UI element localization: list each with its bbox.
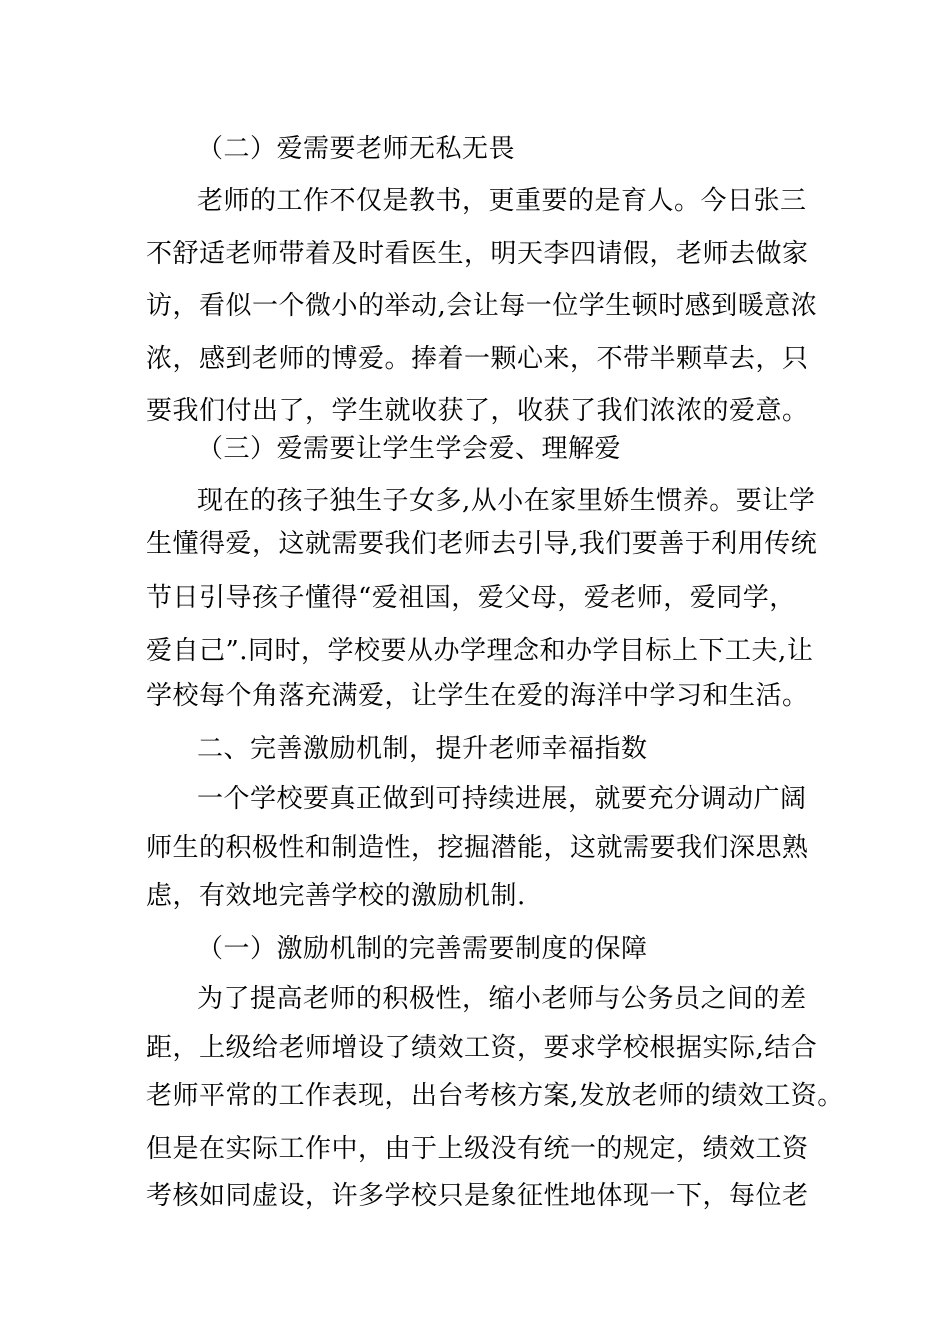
paragraph-line: 虑，有效地完善学校的激励机制. [146, 881, 526, 911]
section-heading-2: 二、完善激励机制，提升老师幸福指数 [197, 734, 648, 764]
paragraph-line: 师生的积极性和制造性，挖掘潜能，这就需要我们深思熟 [146, 833, 809, 863]
paragraph-line: 一个学校要真正做到可持续进展，就要充分调动广阔 [197, 784, 807, 814]
paragraph-line: 节日引导孩子懂得“爱祖国，爱父母，爱老师，爱同学， [146, 583, 796, 613]
paragraph-line: 学校每个角落充满爱，让学生在爱的海洋中学习和生活。 [146, 681, 809, 711]
paragraph-line: 距，上级给老师增设了绩效工资，要求学校根据实际,结合 [146, 1033, 818, 1063]
paragraph-line: 现在的孩子独生子女多,从小在家里娇生惯养。要让学 [197, 486, 816, 516]
subheading-1: （一）激励机制的完善需要制度的保障 [197, 934, 648, 964]
paragraph-line: 老师的工作不仅是教书，更重要的是育人。今日张三 [197, 186, 807, 216]
paragraph-line: 生懂得爱，这就需要我们老师去引导,我们要善于利用传统 [146, 529, 818, 559]
subheading-3: （三）爱需要让学生学会爱、理解爱 [197, 434, 622, 464]
paragraph-line: 爱自己”.同时，学校要从办学理念和办学目标上下工夫,让 [146, 636, 814, 666]
paragraph-line: 考核如同虚设，许多学校只是象征性地体现一下，每位老 [146, 1181, 809, 1211]
paragraph-line: 为了提高老师的积极性，缩小老师与公务员之间的差 [197, 984, 807, 1014]
paragraph-line: 浓，感到老师的博爱。捧着一颗心来，不带半颗草去，只 [146, 344, 809, 374]
paragraph-line: 老师平常的工作表现，出台考核方案,发放老师的绩效工资。 [146, 1081, 844, 1111]
paragraph-line: 不舒适老师带着及时看医生，明天李四请假，老师去做家 [146, 239, 809, 269]
paragraph-line: 但是在实际工作中，由于上级没有统一的规定，绩效工资 [146, 1134, 809, 1164]
paragraph-line: 访，看似一个微小的举动,会让每一位学生顿时感到暖意浓 [146, 291, 818, 321]
paragraph-line: 要我们付出了，学生就收获了，收获了我们浓浓的爱意。 [146, 396, 809, 426]
subheading-2: （二）爱需要老师无私无畏 [197, 134, 516, 164]
